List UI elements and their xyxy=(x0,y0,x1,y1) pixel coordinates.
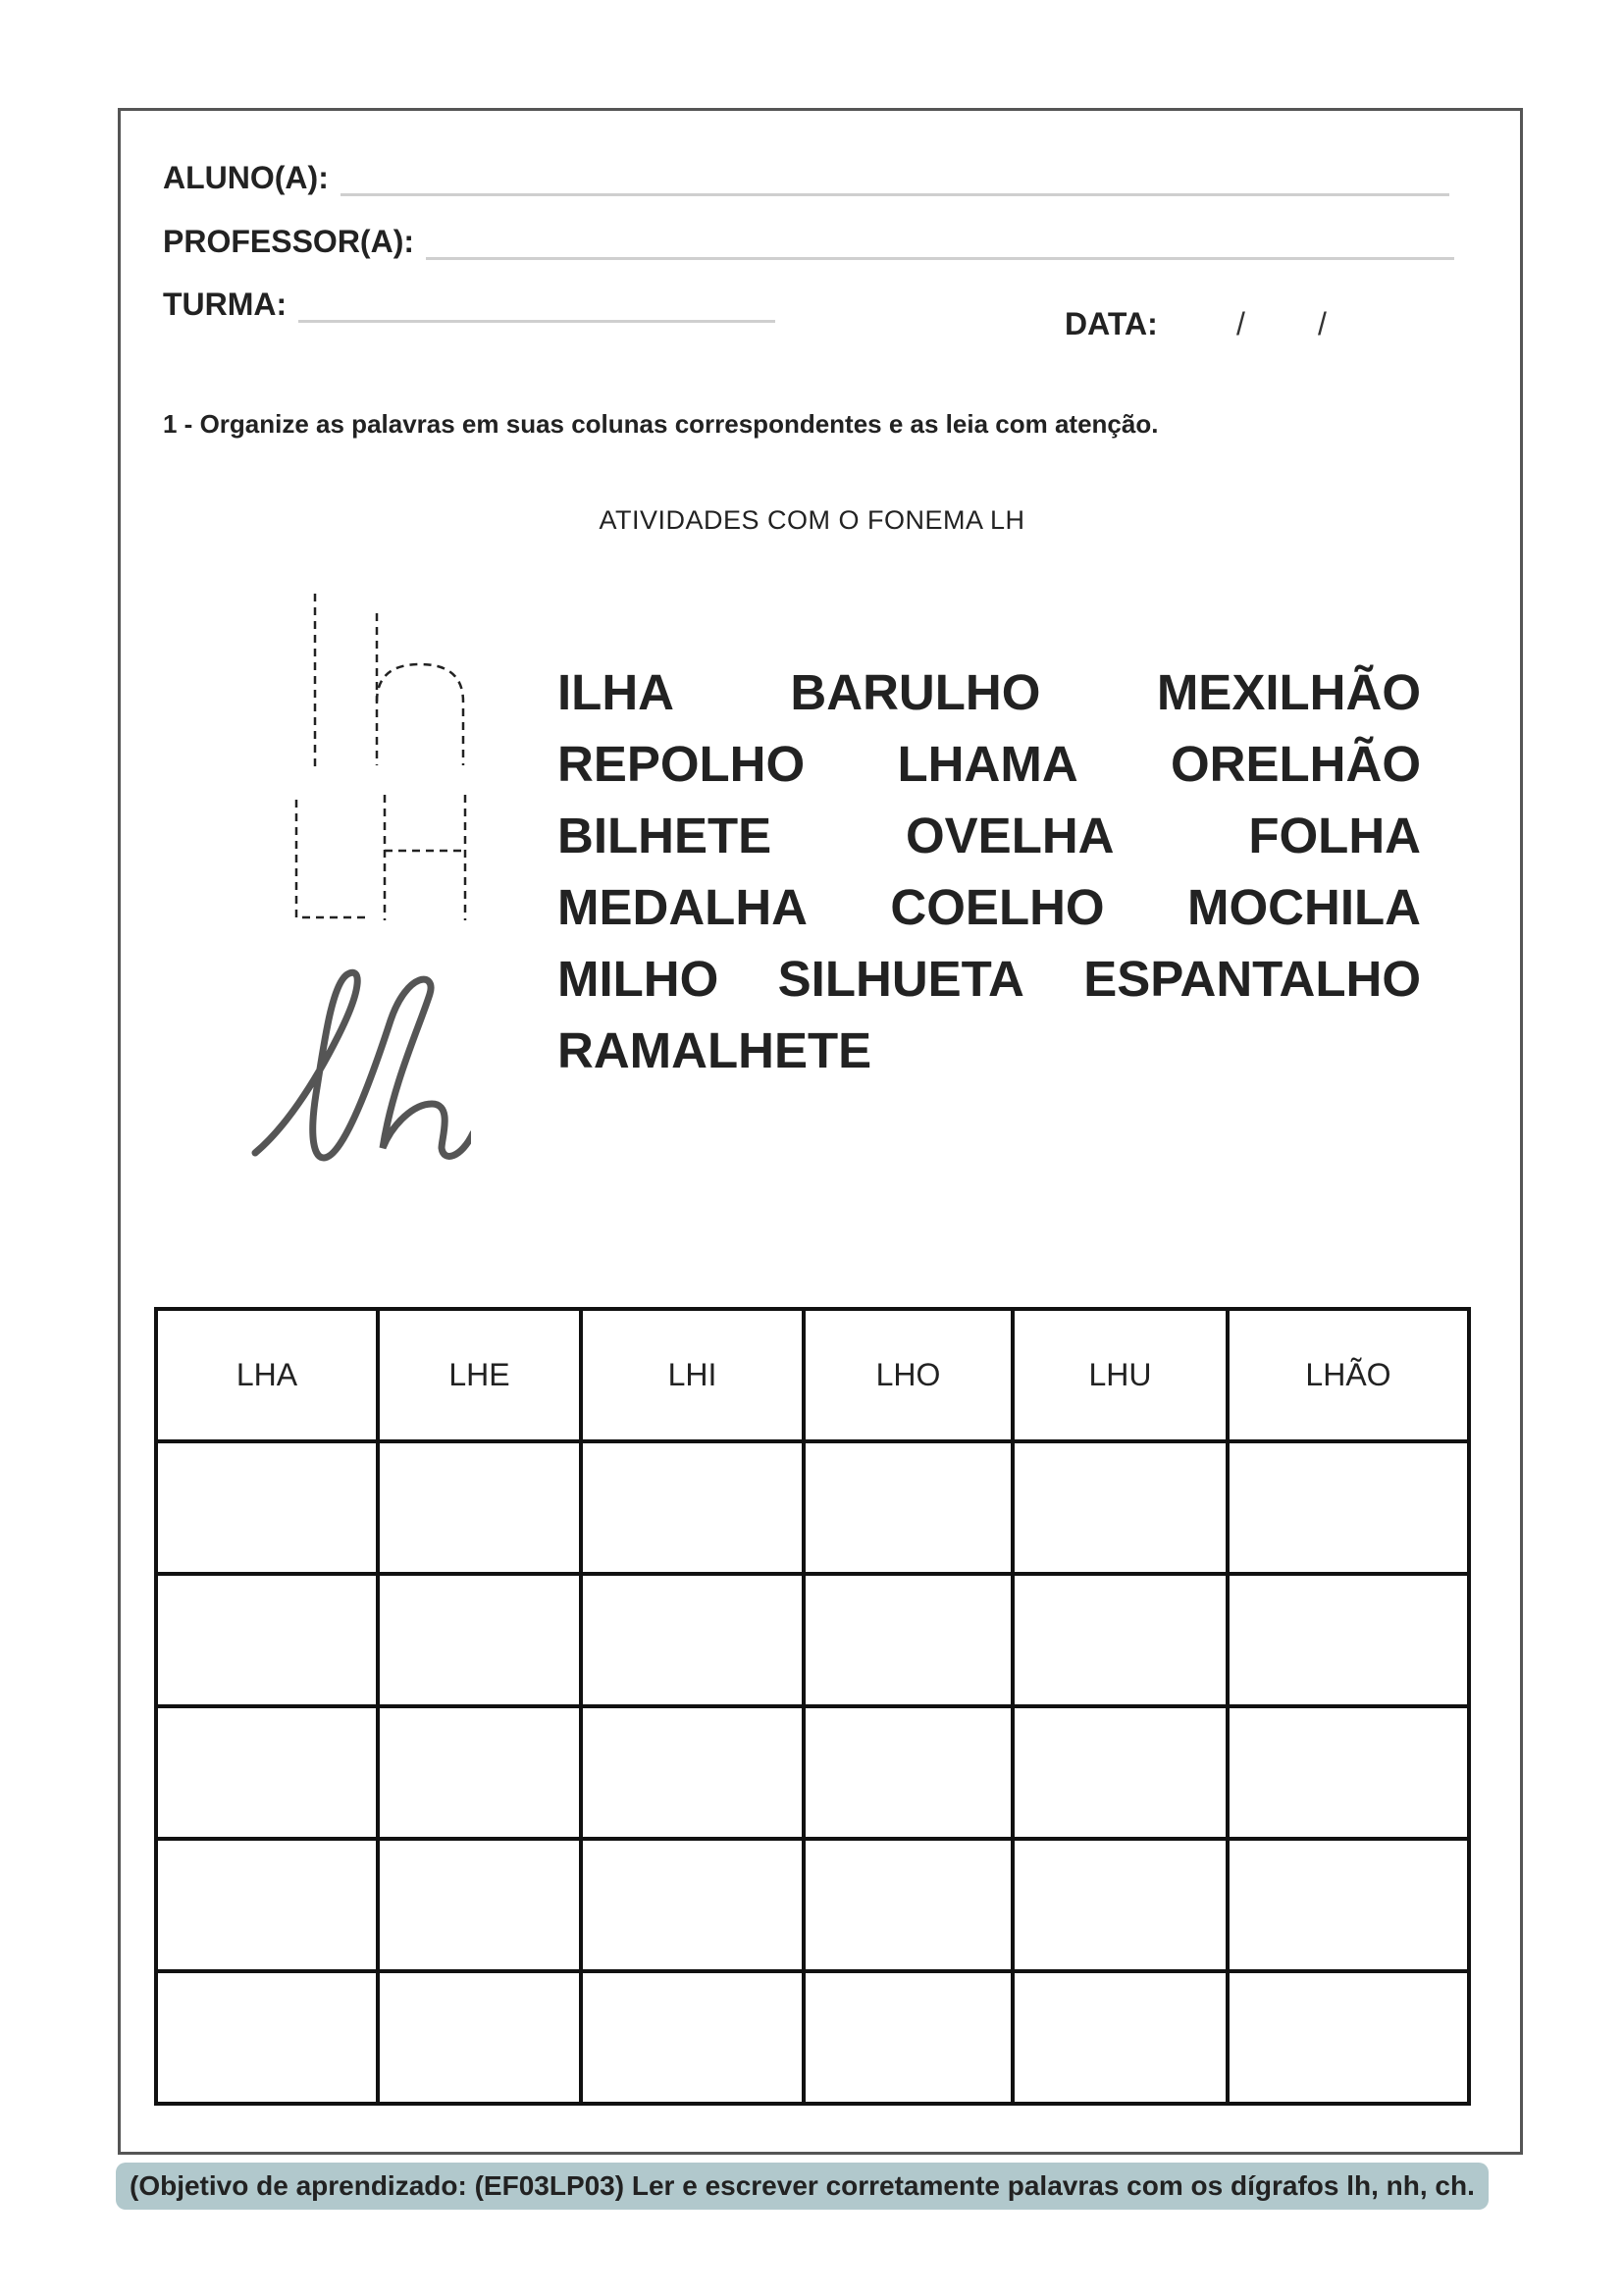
word: LHAMA xyxy=(897,736,1078,792)
answer-cell[interactable] xyxy=(378,1574,581,1706)
student-label: ALUNO(A): xyxy=(163,160,329,195)
word-row xyxy=(557,735,1421,804)
answer-cell[interactable] xyxy=(581,1441,804,1574)
word-row xyxy=(557,950,1421,1018)
column-header-lhi: LHI xyxy=(581,1309,804,1441)
class-line[interactable] xyxy=(298,290,775,323)
date-separator: / xyxy=(1318,306,1327,341)
answer-cell[interactable] xyxy=(581,1574,804,1706)
teacher-line[interactable] xyxy=(426,228,1454,260)
column-header-lhu: LHU xyxy=(1013,1309,1228,1441)
student-line[interactable] xyxy=(341,164,1449,196)
lh-letter-tracing-icon xyxy=(245,584,471,1177)
class-field xyxy=(163,287,775,323)
column-header-lhe: LHE xyxy=(378,1309,581,1441)
word: OVELHA xyxy=(906,808,1115,863)
word: ILHA xyxy=(557,664,674,720)
class-label: TURMA: xyxy=(163,287,288,322)
table-row xyxy=(156,1706,1469,1839)
cursive-lh-icon xyxy=(255,972,471,1158)
answer-cell[interactable] xyxy=(1228,1574,1469,1706)
answer-cell[interactable] xyxy=(1013,1574,1228,1706)
word: REPOLHO xyxy=(557,736,806,792)
word-row xyxy=(557,663,1421,732)
word: MILHO xyxy=(557,951,719,1007)
answer-cell[interactable] xyxy=(804,1706,1013,1839)
word-row xyxy=(557,1021,1421,1090)
word: RAMALHETE xyxy=(557,1022,872,1078)
answer-cell[interactable] xyxy=(1228,1839,1469,1971)
learning-objective: (Objetivo de aprendizado: (EF03LP03) Ler e escrever corretamente palavras com os dígrafos lh, nh, ch. xyxy=(116,2163,1489,2210)
column-header-lhao: LHÃO xyxy=(1228,1309,1469,1441)
answer-cell[interactable] xyxy=(1228,1441,1469,1574)
word: ORELHÃO xyxy=(1170,736,1421,792)
answer-cell[interactable] xyxy=(804,1971,1013,2104)
instruction-text: 1 - Organize as palavras em suas colunas correspondentes e as leia com atenção. xyxy=(163,409,1159,439)
column-header-lho: LHO xyxy=(804,1309,1013,1441)
word: MEDALHA xyxy=(557,879,808,935)
teacher-label: PROFESSOR(A): xyxy=(163,224,414,259)
word: SILHUETA xyxy=(777,951,1024,1007)
answer-cell[interactable] xyxy=(1013,1971,1228,2104)
answer-cell[interactable] xyxy=(378,1971,581,2104)
table-row xyxy=(156,1574,1469,1706)
answer-cell[interactable] xyxy=(156,1441,378,1574)
answer-cell[interactable] xyxy=(1228,1706,1469,1839)
answer-cell[interactable] xyxy=(581,1971,804,2104)
answer-cell[interactable] xyxy=(1013,1706,1228,1839)
answer-cell[interactable] xyxy=(1013,1441,1228,1574)
answer-cell[interactable] xyxy=(804,1839,1013,1971)
teacher-field xyxy=(163,224,1454,260)
answer-cell[interactable] xyxy=(156,1706,378,1839)
syllable-table xyxy=(154,1307,1471,2106)
answer-cell[interactable] xyxy=(156,1839,378,1971)
date-label: DATA: xyxy=(1065,306,1158,341)
word: MOCHILA xyxy=(1187,879,1421,935)
answer-cell[interactable] xyxy=(581,1839,804,1971)
table-row xyxy=(156,1839,1469,1971)
answer-cell[interactable] xyxy=(804,1441,1013,1574)
table-header-row xyxy=(156,1309,1469,1441)
answer-cell[interactable] xyxy=(1228,1971,1469,2104)
table-row xyxy=(156,1441,1469,1574)
table-row xyxy=(156,1971,1469,2104)
answer-cell[interactable] xyxy=(804,1574,1013,1706)
answer-cell[interactable] xyxy=(378,1706,581,1839)
date-separator: / xyxy=(1236,306,1245,341)
word: MEXILHÃO xyxy=(1156,664,1421,720)
word: ESPANTALHO xyxy=(1083,951,1421,1007)
word: FOLHA xyxy=(1248,808,1421,863)
answer-cell[interactable] xyxy=(156,1574,378,1706)
answer-cell[interactable] xyxy=(1013,1839,1228,1971)
answer-cell[interactable] xyxy=(156,1971,378,2104)
word-row xyxy=(557,807,1421,875)
word: BILHETE xyxy=(557,808,772,863)
answer-cell[interactable] xyxy=(378,1839,581,1971)
answer-cell[interactable] xyxy=(378,1441,581,1574)
word: COELHO xyxy=(890,879,1105,935)
answer-cell[interactable] xyxy=(581,1706,804,1839)
word: BARULHO xyxy=(790,664,1041,720)
column-header-lha: LHA xyxy=(156,1309,378,1441)
word-row xyxy=(557,878,1421,947)
activity-title: ATIVIDADES COM O FONEMA LH xyxy=(599,505,1025,535)
student-field xyxy=(163,160,1449,196)
